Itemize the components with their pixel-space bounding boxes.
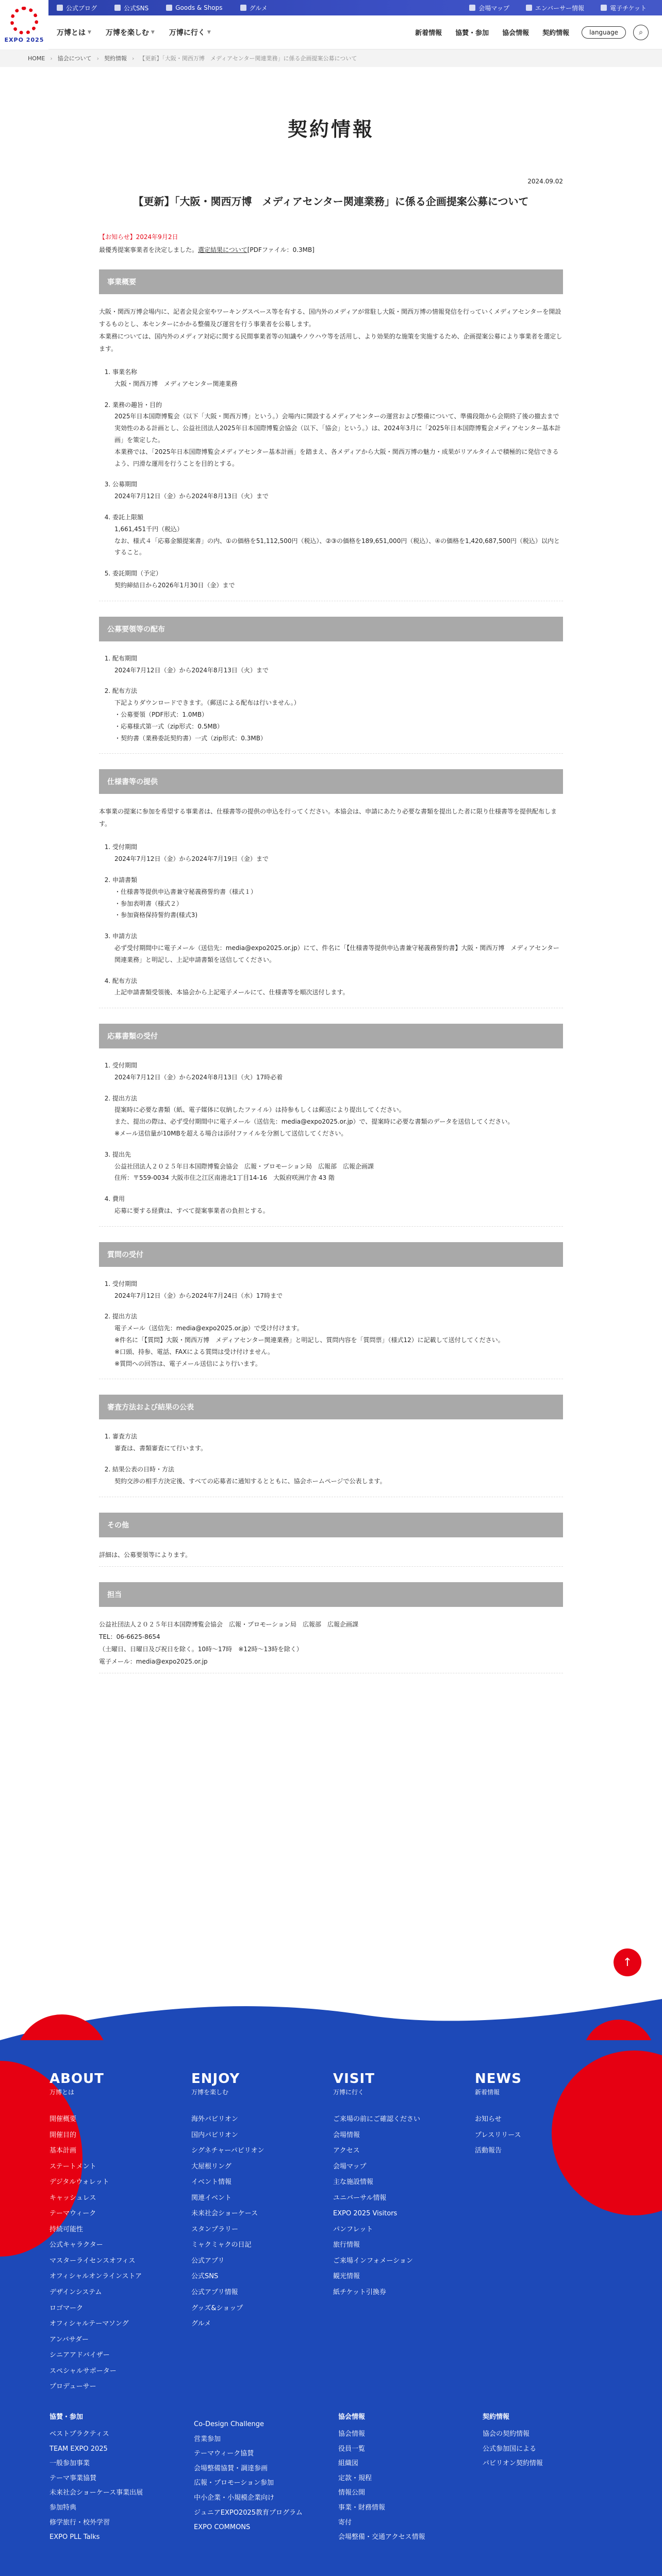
nav-visit[interactable]: 万博に行く ▼ bbox=[169, 28, 211, 37]
footer-link[interactable]: 会場整備協賛・調達参画 bbox=[194, 2464, 268, 2472]
gourmet-icon bbox=[240, 5, 246, 11]
footer-column-secondary bbox=[483, 2411, 627, 2545]
footer-column bbox=[333, 2071, 475, 2395]
item-value: ・仕様書等提供申込書兼守秘義務誓約書（様式１） ・参加表明書（様式２） ・参加資格保持誓約書(様式3) bbox=[114, 888, 257, 919]
section-heading: 事業概要 bbox=[99, 269, 563, 294]
footer-link-list bbox=[194, 2417, 338, 2535]
ticket-icon bbox=[601, 5, 607, 11]
footer-link[interactable]: 海外パビリオン bbox=[191, 2115, 238, 2123]
section-list bbox=[99, 366, 563, 591]
section-list-item bbox=[112, 1278, 563, 1302]
footer-column-title[interactable]: ENJOY bbox=[191, 2071, 240, 2087]
footer-link[interactable]: デジタルウォレット bbox=[49, 2178, 109, 2187]
headline: 【更新】「大阪・関西万博 メディアセンター関連業務」に係る企画提案公募について bbox=[133, 195, 529, 208]
footer-link[interactable]: ステートメント bbox=[49, 2162, 96, 2171]
footer-column-subtitle: 新着情報 bbox=[475, 2089, 500, 2096]
footer-column-title[interactable]: 協会情報 bbox=[338, 2413, 366, 2421]
divider bbox=[99, 1226, 563, 1227]
item-label: 申請方法 bbox=[112, 933, 138, 940]
update-note: 【お知らせ】2024年9月2日 bbox=[99, 233, 178, 241]
blog-icon bbox=[57, 5, 63, 11]
sns-icon bbox=[114, 5, 121, 11]
footer-link[interactable]: 公式参加国による パビリオン契約情報 bbox=[483, 2445, 543, 2468]
sections bbox=[99, 269, 563, 1673]
section-paragraph: （土曜日、日曜日及び祝日を除く。10時〜17時 ※12時〜13時を除く） bbox=[99, 1645, 303, 1653]
footer-link-list bbox=[338, 2427, 483, 2545]
footer-column-title[interactable]: NEWS bbox=[475, 2071, 522, 2087]
main-nav bbox=[0, 15, 662, 49]
section-list-item bbox=[112, 874, 563, 921]
footer-link[interactable]: 開催概要 bbox=[49, 2115, 77, 2123]
section-list-item bbox=[112, 1464, 563, 1487]
item-value: 下記よりダウンロードできます。（郵送による配布は行いません。） ・公募要領（PDF形式：1.0MB） ・応募様式第一式（zip形式：0.5MB） ・契約書（業務委託契約書）一式（zip形式：0.3MB） bbox=[114, 699, 300, 742]
item-label: 申請書類 bbox=[112, 876, 138, 884]
footer-link[interactable]: 関連イベント bbox=[191, 2194, 232, 2202]
section-heading: 応募書類の受付 bbox=[99, 1024, 563, 1048]
nav-association[interactable]: 協会情報 bbox=[502, 29, 529, 37]
footer-link[interactable]: 情報公開 bbox=[338, 2489, 366, 2497]
back-to-top-button[interactable]: ↑ bbox=[614, 1948, 641, 1976]
footer-link[interactable]: シニアアドバイザー bbox=[49, 2351, 110, 2360]
footer-column-subtitle: 万博とは bbox=[49, 2089, 75, 2096]
footer-link[interactable]: アクセス bbox=[333, 2147, 360, 2155]
section-heading: 質問の受付 bbox=[99, 1242, 563, 1267]
section-list-item bbox=[112, 930, 563, 965]
section-list bbox=[99, 841, 563, 998]
footer-link[interactable]: パンフレット bbox=[333, 2225, 373, 2233]
footer-link[interactable]: ミャクミャクの日記 bbox=[191, 2241, 252, 2249]
item-label: 受付期間 bbox=[112, 1280, 138, 1287]
divider bbox=[99, 1566, 563, 1567]
footer-link[interactable]: シグネチャーパビリオン bbox=[191, 2147, 264, 2155]
section-list-item bbox=[112, 841, 563, 865]
map-icon bbox=[469, 5, 475, 11]
item-label: 配布方法 bbox=[112, 977, 138, 985]
footer-link[interactable]: ユニバーサル情報 bbox=[333, 2194, 387, 2202]
footer-link-list bbox=[333, 2112, 475, 2301]
item-label: 提出先 bbox=[112, 1150, 131, 1158]
footer-link[interactable]: ジュニアEXPO2025教育プログラム bbox=[194, 2509, 303, 2517]
section-list-item bbox=[112, 512, 563, 558]
footer-link[interactable]: 活動報告 bbox=[475, 2147, 502, 2155]
chevron-down-icon: ▼ bbox=[207, 29, 211, 35]
footer-link[interactable]: ロゴマーク bbox=[49, 2304, 84, 2312]
breadcrumb-home[interactable]: HOME bbox=[28, 55, 45, 62]
footer-link[interactable]: 旅行情報 bbox=[333, 2241, 360, 2249]
chevron-right-icon: › bbox=[96, 55, 99, 62]
section-list-item bbox=[112, 1431, 563, 1454]
section-paragraph: 本事業の提案に参加を希望する事業者は、仕様書等の提供の申込を行ってください。本協会は、申請にあたり必要な書類を提出した者に限り仕様書等を提供配布します。 bbox=[99, 808, 557, 828]
footer-column bbox=[191, 2071, 333, 2395]
footer-link[interactable]: 公式アプリ情報 bbox=[191, 2289, 238, 2297]
item-value: 公益社団法人２０２５年日本国際博覧会協会 広報・プロモーション局 広報部 広報企画課 住所：〒559-0034 大阪市住之江区南港北1丁目14-16 大阪府咲洲庁舎 43 階 bbox=[114, 1162, 374, 1182]
section-paragraph: TEL：06-6625-8654 bbox=[99, 1633, 160, 1640]
item-label: 結果公表の日時・方法 bbox=[112, 1466, 175, 1473]
footer-link[interactable]: ベストプラクティス bbox=[49, 2430, 109, 2438]
section-heading: 担当 bbox=[99, 1582, 563, 1607]
expo-logo-text: EXPO 2025 bbox=[4, 36, 44, 43]
breadcrumb-contract[interactable]: 契約情報 bbox=[104, 55, 127, 62]
section-list-item bbox=[112, 653, 563, 676]
section-list-item bbox=[112, 568, 563, 591]
nav-contract[interactable]: 契約情報 bbox=[542, 29, 570, 37]
expo-logo[interactable] bbox=[0, 0, 48, 49]
item-label: 配布方法 bbox=[112, 687, 138, 695]
topbar-ticket[interactable]: 電子チケット bbox=[601, 4, 647, 12]
item-value: 上記申請書類受領後、本協会から上記電子メールにて、仕様書等を順次送付します。 bbox=[114, 989, 349, 996]
footer-link[interactable]: マスターライセンスオフィス bbox=[49, 2257, 136, 2265]
footer-column-subtitle: 万博を楽しむ bbox=[191, 2089, 229, 2096]
footer-link[interactable]: テーマ事業協賛 bbox=[49, 2474, 97, 2482]
footer-column bbox=[475, 2071, 617, 2395]
footer-link[interactable]: Co-Design Challenge bbox=[194, 2420, 264, 2428]
footer-columns bbox=[49, 2071, 617, 2395]
footer-link[interactable]: 紙チケット引換券 bbox=[333, 2289, 386, 2297]
item-label: 受付期間 bbox=[112, 843, 138, 851]
topbar-gourmet[interactable]: グルメ bbox=[240, 4, 268, 12]
update-body: 最優秀提案事業者を決定しました。選定結果について[PDFファイル：0.3MB] bbox=[99, 246, 315, 253]
footer-link[interactable]: 営業参加 bbox=[194, 2435, 221, 2443]
footer-link[interactable]: 未来社会ショーケース事業出展 bbox=[49, 2489, 143, 2497]
footer-columns-secondary bbox=[49, 2411, 627, 2545]
footer-link[interactable]: 持続可能性 bbox=[49, 2225, 84, 2233]
footer-link[interactable]: 協会情報 bbox=[338, 2430, 366, 2438]
article bbox=[99, 178, 563, 1673]
section-list-item bbox=[112, 1149, 563, 1184]
topbar-goods[interactable]: Goods & Shops bbox=[166, 4, 222, 11]
section-heading: 審査方法および結果の公表 bbox=[99, 1395, 563, 1419]
footer-link[interactable]: 公式アプリ bbox=[191, 2257, 225, 2265]
universal-icon bbox=[526, 5, 532, 11]
footer-column-title[interactable]: 協賛・参加 bbox=[49, 2413, 84, 2421]
item-value: 2025年日本国際博覧会（以下「大阪・関西万博」という。）会場内に開設するメディアセンターの運営および整備について、準備段階から会期終了後の撤去まで実効性のある計画とし、公益社団法人2025年日本国際博覧会協会（以下、「協会」という。）は、2024年3月に「2025年日本国際博覧会メディアセンター基本計画」を策定した。 本業務では、「2025年日本国際博覧会メディアセンター基本計画」を踏まえ、各メディアから大阪・関西万博の魅力・成果がリアルタイムで積極的に発信できるよう、円滑な運用を行うことを目的とする。 bbox=[114, 413, 561, 467]
footer-column-secondary bbox=[49, 2411, 194, 2545]
item-value: 応募に要する経費は、すべて提案事業者の負担とする。 bbox=[114, 1207, 269, 1215]
item-label: 審査方法 bbox=[112, 1433, 138, 1440]
footer-link[interactable]: 修学旅行・校外学習 bbox=[49, 2518, 110, 2527]
footer-link[interactable]: 基本計画 bbox=[49, 2147, 77, 2155]
item-value: 契約交渉の相手方決定後、すべての応募者に通知するとともに、協会ホームページで公表します。 bbox=[114, 1477, 386, 1485]
section-list-item bbox=[112, 1093, 563, 1140]
footer-link[interactable]: オフィシャルオンラインストア bbox=[49, 2273, 142, 2281]
footer-link[interactable]: テーマウィーク bbox=[49, 2210, 96, 2218]
footer-link[interactable]: 未来社会ショーケース bbox=[191, 2210, 258, 2218]
footer-link[interactable]: EXPO COMMONS bbox=[194, 2523, 251, 2532]
item-value: 2024年7月12日（金）から2024年8月13日（火）17時必着 bbox=[114, 1073, 283, 1081]
section-list bbox=[99, 1060, 563, 1217]
footer-column-title[interactable]: VISIT bbox=[333, 2071, 375, 2087]
footer-link[interactable]: プレスリリース bbox=[475, 2131, 521, 2139]
footer-link[interactable]: 事業・財務情報 bbox=[338, 2503, 386, 2512]
item-label: 提出方法 bbox=[112, 1094, 138, 1102]
section-paragraph: 大阪・関西万博会場内に、記者会見会室やワーキングスペース等を有する、国内外のメディアが常駐し大阪・関西万博の情報発信を行っていくメディアセンターを開設するものとし、本センターにかかる整備及び運営を行う事業者を公募します。 bbox=[99, 308, 561, 328]
footer-link[interactable]: デザインシステム bbox=[49, 2289, 102, 2297]
footer-link[interactable]: お知らせ bbox=[475, 2115, 502, 2123]
footer-link[interactable]: 大屋根リング bbox=[191, 2162, 231, 2171]
section-list-item bbox=[112, 1193, 563, 1217]
publish-date: 2024.09.02 bbox=[527, 178, 563, 185]
item-value: 1,661,451千円（税込） なお、様式４「応募金額提案書」の内、①の価格を51,112,500円（税込）、②③の価格を189,651,000円（税込）、④の価格を1,420,687,500円（税込）以内とすること。 bbox=[114, 525, 560, 556]
footer-link[interactable]: 定款・規程 bbox=[338, 2474, 372, 2482]
footer-link[interactable]: テーマウィーク協賛 bbox=[194, 2450, 254, 2458]
footer-link[interactable]: 組織図 bbox=[338, 2460, 359, 2468]
topbar-blog[interactable]: 公式ブログ bbox=[57, 4, 97, 12]
section-list bbox=[99, 1431, 563, 1487]
item-value: 電子メール（送信先：media@expo2025.or.jp）で受け付けます。 ※件名に「【質問】大阪・関西万博 メディアセンター関連業務」と明記し、質問内容を「質問票」（様式12）に記載して送付してください。 ※口頭、持参、電話、FAXによる質問は受け付けません。 ※質問への回答は、電子メール送信により行います。 bbox=[114, 1325, 504, 1367]
item-value: 2024年7月12日（金）から2024年8月13日（火）まで bbox=[114, 493, 269, 500]
footer-link[interactable]: アンバサダー bbox=[49, 2335, 89, 2344]
topbar-map[interactable]: 会場マップ bbox=[469, 4, 509, 12]
section-list-item bbox=[112, 685, 563, 744]
item-value: 大阪・関西万博 メディアセンター関連業務 bbox=[114, 380, 238, 387]
footer-link[interactable]: グッズ&ショップ bbox=[191, 2304, 243, 2312]
footer-link[interactable]: 一般参加事業 bbox=[49, 2460, 90, 2468]
footer-link[interactable]: 参加特典 bbox=[49, 2503, 77, 2512]
search-icon[interactable]: ⌕ bbox=[633, 25, 649, 40]
footer-link[interactable]: 主な施設情報 bbox=[333, 2178, 374, 2187]
topbar bbox=[0, 0, 662, 15]
footer-link-list bbox=[483, 2427, 627, 2471]
nav-news[interactable]: 新着情報 bbox=[415, 29, 442, 37]
footer-link-list bbox=[49, 2427, 194, 2545]
section-heading: 公募要領等の配布 bbox=[99, 617, 563, 641]
footer-column-subtitle: 万博に行く bbox=[333, 2089, 365, 2096]
footer-link[interactable]: 開催目的 bbox=[49, 2131, 77, 2139]
item-label: 事業名称 bbox=[112, 368, 138, 376]
nav-enjoy[interactable]: 万博を楽しむ ▼ bbox=[105, 28, 155, 37]
footer-link-list bbox=[49, 2112, 191, 2395]
footer-link[interactable]: EXPO 2025 Visitors bbox=[333, 2210, 398, 2218]
item-label: 費用 bbox=[112, 1195, 125, 1203]
item-value: 2024年7月12日（金）から2024年8月13日（火）まで bbox=[114, 666, 269, 674]
footer-link[interactable]: 会場情報 bbox=[333, 2131, 360, 2139]
footer-column-secondary bbox=[338, 2411, 483, 2545]
footer-link[interactable]: 協会の契約情報 bbox=[483, 2430, 530, 2438]
footer-link-list bbox=[191, 2112, 333, 2332]
footer-link[interactable]: 広報・プロモーション参加 bbox=[194, 2479, 274, 2487]
footer-link[interactable]: ご来場インフォメーション bbox=[333, 2257, 413, 2265]
section-paragraph: 詳細は、公募要領等によります。 bbox=[99, 1551, 192, 1558]
footer bbox=[0, 2040, 662, 2576]
footer-link[interactable]: 会場整備・交通アクセス情報 bbox=[338, 2533, 425, 2541]
language-button[interactable]: language bbox=[582, 26, 626, 39]
page-title: 契約情報 bbox=[287, 118, 374, 141]
item-label: 受付期間 bbox=[112, 1062, 138, 1070]
item-label: 配布期間 bbox=[112, 654, 138, 662]
section-list bbox=[99, 653, 563, 744]
footer-link[interactable]: 会場マップ bbox=[333, 2162, 367, 2171]
section-list bbox=[99, 1278, 563, 1370]
nav-sponsor[interactable]: 協賛・参加 bbox=[455, 29, 489, 37]
footer-link[interactable]: TEAM EXPO 2025 bbox=[49, 2445, 108, 2453]
footer-column-secondary bbox=[194, 2411, 338, 2545]
expo-logo-mark bbox=[10, 7, 38, 35]
footer-link[interactable]: 公式SNS bbox=[191, 2273, 219, 2281]
item-label: 委託上限額 bbox=[112, 513, 144, 521]
footer-link[interactable]: EXPO PLL Talks bbox=[49, 2533, 100, 2541]
nav-about[interactable]: 万博とは ▼ bbox=[57, 28, 91, 37]
footer-link[interactable]: プロデューサー bbox=[49, 2383, 96, 2391]
section-paragraph: 本業務については、国内外のメディア対応に関する民間事業者等の知識やノウハウ等を活用し、より効果的な施策を実施するため、企画提案公募により事業者を選定します。 bbox=[99, 333, 562, 352]
footer-link[interactable]: キャッシュレス bbox=[49, 2194, 96, 2202]
footer-column bbox=[49, 2071, 191, 2395]
selection-result-link[interactable]: 選定結果について bbox=[198, 246, 247, 253]
item-value: 提案時に必要な書類（紙、電子媒体に収納したファイル）は持参もしくは郵送により提出してください。 また、提出の際は、必ず受付期間中に電子メール（送信先：media@expo2025.or.jp）で、提案時に必要な書類のデータを送信してください。 ※メール送信量が10MBを超える場合は添付ファイルを分割して送信してください。 bbox=[114, 1106, 514, 1138]
topbar-universal[interactable]: エンバーサー情報 bbox=[526, 4, 584, 12]
topbar-sns[interactable]: 公式SNS bbox=[114, 4, 148, 12]
item-value: 契約締結日から2026年1月30日（金）まで bbox=[114, 581, 235, 589]
section-heading: その他 bbox=[99, 1513, 563, 1537]
divider bbox=[99, 753, 563, 754]
item-label: 提出方法 bbox=[112, 1313, 138, 1320]
section-list-item bbox=[112, 1311, 563, 1369]
item-label: 業務の趣旨・目的 bbox=[112, 401, 162, 409]
footer-link[interactable]: 観光情報 bbox=[333, 2273, 360, 2281]
footer-link[interactable]: ご来場の前にご確認ください bbox=[333, 2115, 421, 2123]
section-heading: 仕様書等の提供 bbox=[99, 769, 563, 794]
breadcrumb-about[interactable]: 協会について bbox=[57, 55, 92, 62]
section-paragraph: 公益社団法人２０２５年日本国際博覧会協会 広報・プロモーション局 広報部 広報企画課 bbox=[99, 1620, 359, 1628]
footer-link[interactable]: 国内パビリオン bbox=[191, 2131, 238, 2139]
footer-column-title[interactable]: ABOUT bbox=[49, 2071, 104, 2087]
footer-link[interactable]: スタンプラリー bbox=[191, 2225, 239, 2233]
section-list-item bbox=[112, 479, 563, 502]
breadcrumb bbox=[0, 49, 662, 67]
item-value: 2024年7月12日（金）から2024年7月24日（水）17時まで bbox=[114, 1292, 283, 1299]
footer-link[interactable]: 役員一覧 bbox=[338, 2445, 366, 2453]
section-list-item bbox=[112, 975, 563, 999]
footer-link[interactable]: 公式キャラクター bbox=[49, 2241, 103, 2249]
section-paragraph: 電子メール：media@expo2025.or.jp bbox=[99, 1657, 208, 1665]
section-list-item bbox=[112, 366, 563, 390]
chevron-down-icon: ▼ bbox=[151, 29, 155, 35]
footer-link-list bbox=[475, 2112, 617, 2159]
chevron-right-icon: › bbox=[50, 55, 53, 62]
chevron-down-icon: ▼ bbox=[88, 29, 91, 35]
section-list-item bbox=[112, 399, 563, 470]
footer-link[interactable]: オフィシャルテーマソング bbox=[49, 2320, 129, 2328]
item-label: 公募期間 bbox=[112, 481, 138, 488]
item-label: 委託期間（予定） bbox=[112, 570, 162, 578]
breadcrumb-current: 【更新】「大阪・関西万博 メディアセンター関連業務」に係る企画提案公募について bbox=[139, 55, 357, 62]
footer-link[interactable]: イベント情報 bbox=[191, 2178, 232, 2187]
item-value: 審査は、書類審査にて行います。 bbox=[114, 1445, 207, 1452]
goods-icon bbox=[166, 5, 172, 11]
item-value: 必ず受付期間中に電子メール（送信先：media@expo2025.or.jp）にて、件名に「【仕様書等提供申込書兼守秘義務誓約書】大阪・関西万博 メディアセンター関連業務」と明記し、上記申請書類を送信してください。 bbox=[114, 944, 559, 963]
item-value: 2024年7月12日（金）から2024年7月19日（金）まで bbox=[114, 855, 269, 863]
footer-column-title[interactable]: 契約情報 bbox=[483, 2413, 510, 2421]
section-list-item bbox=[112, 1060, 563, 1083]
footer-link[interactable]: 中小企業・小規模企業向け bbox=[194, 2494, 275, 2502]
footer-link[interactable]: スペシャルサポーター bbox=[49, 2367, 117, 2375]
footer-link[interactable]: グルメ bbox=[191, 2320, 211, 2328]
footer-link[interactable]: 寄付 bbox=[338, 2518, 352, 2527]
chevron-right-icon: › bbox=[131, 55, 135, 62]
